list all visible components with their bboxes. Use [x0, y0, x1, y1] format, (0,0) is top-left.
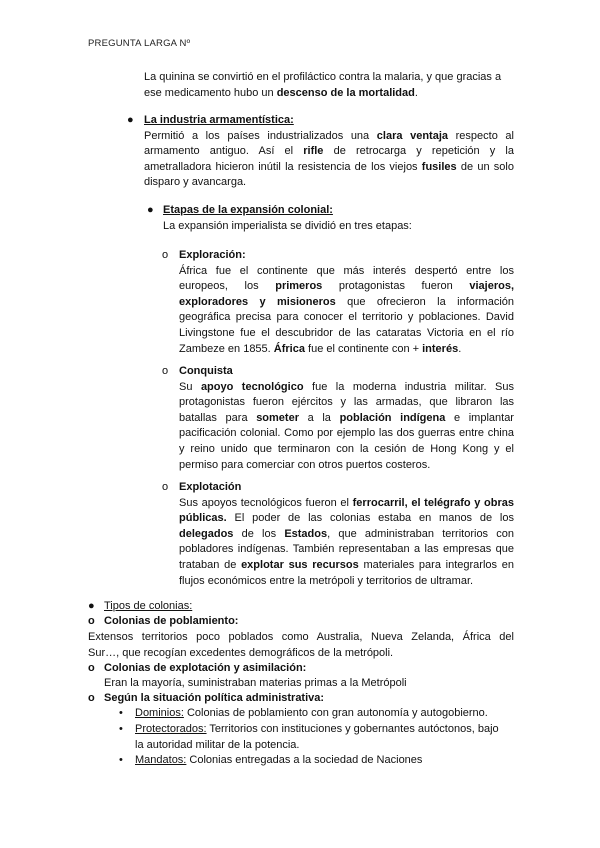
quinina-paragraph	[144, 70, 514, 101]
text-line: Extensos territorios poco poblados como Australia, Nueva Zelanda, África del	[88, 631, 514, 643]
subsection-title: Colonias de explotación y asimilación:	[104, 662, 307, 674]
explotacion-colonias-section	[104, 661, 514, 677]
subsection-title: Conquista	[179, 365, 233, 377]
text-line: geográfica precisa para conocer el territorio y poblaciones. David	[179, 311, 514, 324]
subsection-title: Según la situación política administrativa:	[104, 692, 325, 704]
circle-bullet-icon: o	[88, 692, 95, 704]
text-line: la autoridad militar de la potencia.	[135, 738, 300, 751]
text-line: pobladores indígenas. También representaban a las empresas que	[179, 543, 514, 556]
list-item	[135, 753, 515, 769]
poblamiento-body	[88, 630, 514, 661]
text-line: permiso para comerciar con otros puertos costeros.	[179, 458, 431, 471]
text-line: Su apoyo tecnológico fue la moderna industria militar. Sus	[179, 380, 514, 393]
bullet-icon: ●	[88, 600, 95, 612]
bullet-icon: •	[119, 754, 123, 766]
list-item	[135, 722, 515, 753]
text-line: Protectorados: Territorios con instituciones y gobernantes autóctonos, bajo	[135, 723, 499, 735]
explotacion-colonias-body	[104, 676, 514, 692]
list-item	[135, 706, 515, 722]
subsection-title: Explotación	[179, 481, 242, 493]
text-line: África fue el continente que más interés despertó entre los	[179, 264, 514, 277]
text-line: Livingstone fue el descubridor de las cataratas Victoria en el río	[179, 326, 514, 339]
text-line: Mandatos: Colonias entregadas a la sociedad de Naciones	[135, 754, 423, 766]
circle-bullet-icon: o	[162, 249, 169, 261]
conquista-section	[179, 364, 514, 473]
text-line: Dominios: Colonias de poblamiento con gran autonomía y autogobierno.	[135, 707, 488, 719]
circle-bullet-icon: o	[162, 365, 169, 377]
text-line: delegados de los Estados, que administraban territorios con	[179, 527, 514, 540]
text-line: y reino unido que terminaron con la cesión de Hong Kong y el	[179, 442, 514, 455]
text-line: flujos económicos entre la metrópoli y territorios de ultramar.	[179, 574, 474, 587]
text-line: Zambeze en 1855. África fue el continente con + interés.	[179, 342, 462, 355]
tipos-title: Tipos de colonias:	[104, 600, 193, 612]
subsection-title: Exploración:	[179, 249, 246, 261]
text-line: La expansión imperialista se dividió en tres etapas:	[163, 219, 412, 232]
section-title: Etapas de la expansión colonial:	[163, 204, 333, 216]
text-line: Sus apoyos tecnológicos fueron el ferrocarril, el telégrafo y obras	[179, 496, 515, 509]
text-line: exploradores y misioneros que ofrecieron la información	[179, 295, 515, 308]
bullet-icon: •	[119, 707, 123, 719]
industria-section	[144, 113, 514, 191]
section-title: La industria armamentística:	[144, 114, 294, 126]
bullet-icon: •	[119, 723, 123, 735]
bullet-icon: ●	[147, 204, 154, 216]
text-line: públicas. El poder de las colonias estaba en manos de los	[179, 512, 514, 525]
text-line: disparo y avancarga.	[144, 176, 247, 189]
circle-bullet-icon: o	[162, 481, 169, 493]
circle-bullet-icon: o	[88, 662, 95, 674]
text-line: trataban de explotar sus recursos materiales para integrarlos en	[179, 558, 514, 571]
page-header: PREGUNTA LARGA Nº	[88, 38, 191, 49]
text-line: batallas para someter a la población indígena e implantar	[179, 411, 514, 424]
text-line: armamento antiguo. Así el rifle de retrocarga y repetición y la	[144, 145, 514, 158]
explotacion-section	[179, 480, 514, 589]
text-line: europeos, los primeros protagonistas fueron viajeros,	[179, 280, 514, 293]
subsection-title: Colonias de poblamiento:	[104, 615, 239, 627]
text-line: Permitió a los países industrializados una clara ventaja respecto al	[144, 129, 514, 142]
text-line: Eran la mayoría, suministraban materias primas a la Metrópoli	[104, 677, 407, 689]
text-line: ese medicamento hubo un descenso de la mortalidad.	[144, 86, 418, 99]
exploracion-section	[179, 248, 514, 357]
bullet-icon: ●	[127, 114, 134, 126]
text-line: La quinina se convirtió en el profiláctico contra la malaria, y que gracias a	[144, 71, 502, 83]
situacion-section	[104, 691, 514, 707]
text-line: pacificación colonial. Como por ejemplo las dos guerras entre china	[179, 427, 514, 440]
poblamiento-section	[104, 614, 514, 630]
text-line: protagonistas fueron ejércitos y las armadas, que libraron las	[179, 396, 514, 409]
text-line: Sur…, que recogían excedentes demográficos de la metrópoli.	[88, 646, 394, 659]
etapas-section	[163, 203, 513, 234]
text-line: ametralladora hicieron inútil la resistencia de los viejos fusiles de un solo	[144, 160, 514, 173]
circle-bullet-icon: o	[88, 615, 95, 627]
